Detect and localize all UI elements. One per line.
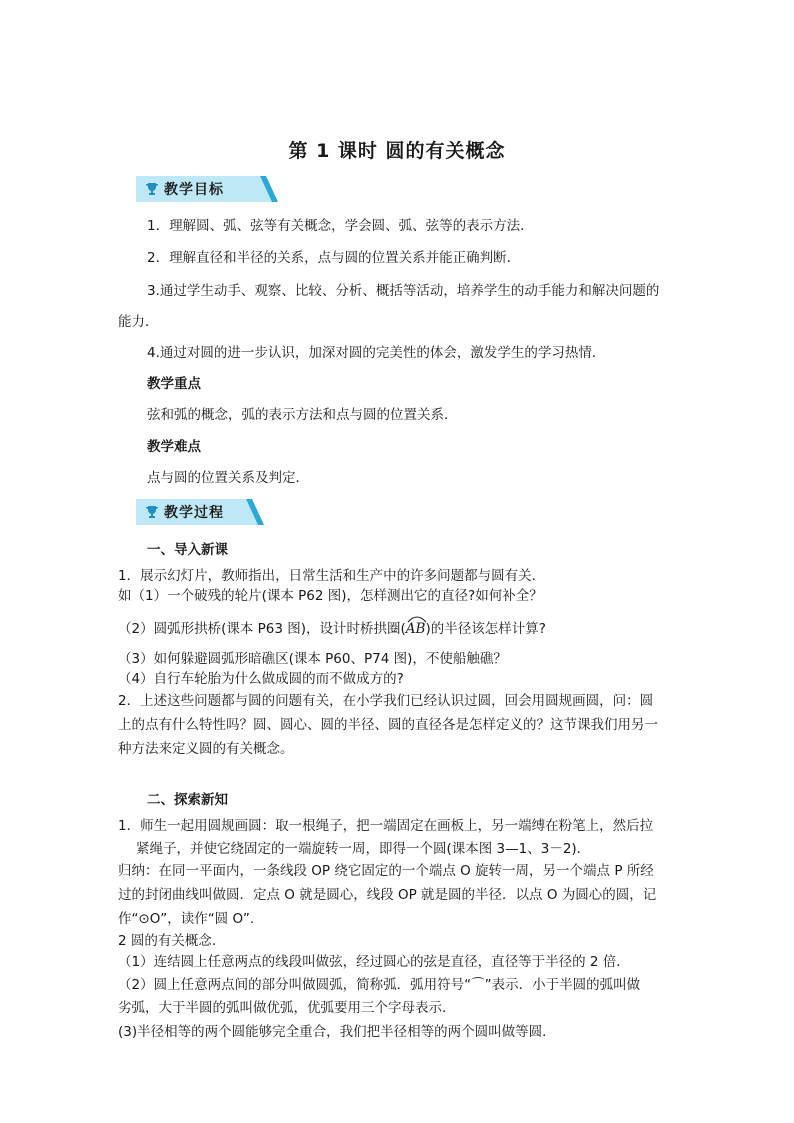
key-points-heading: 教学重点 [147, 376, 201, 392]
objectives-banner [136, 176, 286, 202]
arc-ab-label [406, 621, 426, 637]
objective-item: 1．理解圆、弧、弦等有关概念，学会圆、弧、弦等的表示方法． [147, 218, 534, 234]
part1-heading: 一、导入新课 [147, 542, 228, 558]
part2-heading: 二、探索新知 [147, 792, 228, 808]
part1-bridge-line [118, 620, 546, 638]
arc-symbol-icon [407, 615, 427, 623]
arc-ab-text: AB [405, 621, 426, 637]
trophy-icon [145, 182, 159, 196]
part2-line: 过的封闭曲线叫做圆．定点 O 就是圆心，线段 OP 就是圆的半径．以点 O 为圆心的圆，记 [118, 887, 657, 903]
trophy-icon [145, 505, 159, 519]
objective-item: 4.通过对圆的进一步认识，加深对圆的完美性的体会，激发学生的学习热情． [147, 345, 606, 361]
part1-line: 1．展示幻灯片，教师指出，日常生活和生产中的许多问题都与圆有关． [118, 568, 546, 584]
part2-line: 作“⊙O”，读作“圆 O”. [118, 911, 255, 927]
part2-line: 归纳：在同一平面内，一条线段 OP 绕它固定的一个端点 O 旋转一周，另一个端点 P 所经 [118, 863, 654, 879]
process-heading: 教学过程 [164, 505, 224, 521]
part2-line: 1．师生一起用圆规画圆：取一根绳子，把一端固定在画板上，另一端缚在粉笔上，然后拉 [118, 818, 654, 834]
difficulty-text: 点与圆的位置关系及判定． [147, 470, 309, 486]
process-banner [136, 499, 286, 525]
part2-line: 紧绳子，并使它绕固定的一端旋转一周，即得一个圆(课本图 3—1、3－2)． [136, 841, 591, 857]
part1-line: 2．上述这些问题都与圆的问题有关，在小学我们已经认识过圆，回会用圆规画圆，问：圆 [118, 693, 654, 709]
key-points-text: 弦和弧的概念，弧的表示方法和点与圆的位置关系． [147, 407, 458, 423]
part1-line: 上的点有什么特性吗？圆、圆心、圆的半径、圆的直径各是怎样定义的？这节课我们用另一 [118, 717, 658, 733]
part2-line: （1）连结圆上任意两点的线段叫做弦，经过圆心的弦是直径，直径等于半径的 2 倍． [118, 954, 630, 970]
part1-line: （4）自行车轮胎为什么做成圆的而不做成方的? [118, 671, 404, 687]
part2-line: (3)半径相等的两个圆能够完全重合，我们把半径相等的两个圆叫做等圆． [118, 1024, 556, 1040]
part1-bridge-post: )的半径该怎样计算? [425, 621, 546, 637]
part1-bridge-pre: （2）圆弧形拱桥(课本 P63 图)，设计时桥拱圈( [118, 621, 406, 637]
part2-line: 劣弧，大于半圆的弧叫做优弧，优弧要用三个字母表示． [118, 1000, 456, 1016]
page-title: 第 1 课时 圆的有关概念 [288, 140, 506, 162]
objective-item: 2．理解直径和半径的关系，点与圆的位置关系并能正确判断． [147, 250, 521, 266]
difficulty-heading: 教学难点 [147, 439, 201, 455]
objective-item: 3.通过学生动手、观察、比较、分析、概括等活动，培养学生的动手能力和解决问题的 [147, 283, 660, 299]
part2-line: （2）圆上任意两点间的部分叫做圆弧，简称弧．弧用符号“⌒”表示．小于半圆的弧叫做 [118, 977, 641, 993]
part1-line: 如（1）一个破残的轮片(课本 P62 图)，怎样测出它的直径?如何补全？ [118, 588, 543, 604]
part1-line: （3）如何躲避圆弧形暗礁区(课本 P60、P74 图)，不使船触礁？ [118, 651, 507, 667]
part2-line: 2 圆的有关概念. [118, 933, 217, 949]
objective-item: 能力． [118, 314, 159, 330]
part1-line: 种方法来定义圆的有关概念。 [118, 741, 294, 757]
objectives-heading: 教学目标 [164, 182, 224, 198]
